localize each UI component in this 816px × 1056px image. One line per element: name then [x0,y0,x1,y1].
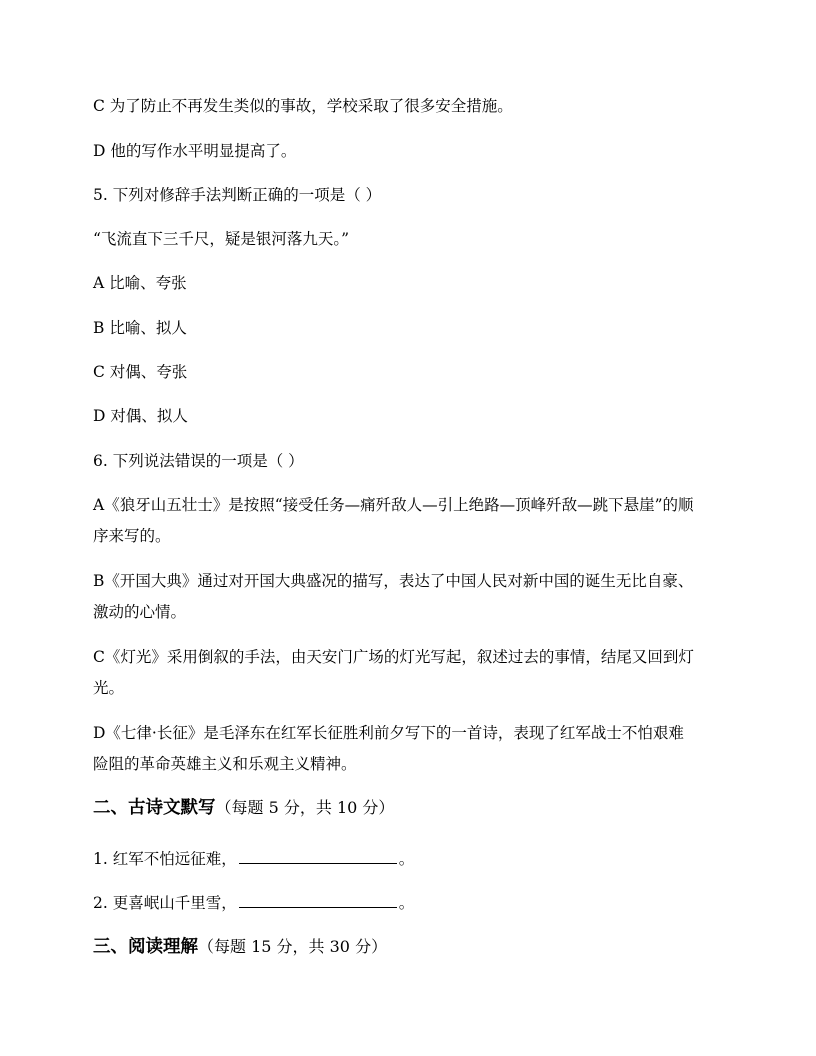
section2-title: 二、古诗文默写 [93,798,216,818]
q5-option-b: B 比喻、拟人 [93,319,187,337]
q6-option-c-line2: 光。 [93,679,125,697]
answer-blank-1[interactable] [239,847,397,864]
q5-option-c: C 对偶、夸张 [93,363,188,381]
q6-option-b-line1: B《开国大典》通过对开国大典盛况的描写，表达了中国人民对新中国的诞生无比自豪、 [93,572,694,590]
section2-item2 [93,891,414,913]
q5-option-d: D 对偶、拟人 [93,407,188,425]
section2-item1-suffix: 。 [398,850,415,868]
q5-quote: “飞流直下三千尺，疑是银河落九天。” [93,230,350,248]
section3-note: （每题 15 分，共 30 分） [198,937,388,956]
q6-option-d-line2: 险阻的革命英雄主义和乐观主义精神。 [93,755,357,773]
q4-option-c: C 为了防止不再发生类似的事故，学校采取了很多安全措施。 [93,97,513,115]
q6-option-b-line2: 激动的心情。 [93,603,187,621]
q6-option-a-line1: A《狼牙山五壮士》是按照“接受任务—痛歼敌人—引上绝路—顶峰歼敌—跳下悬崖”的顺 [93,496,694,514]
q6-option-d-line1: D《七律·长征》是毛泽东在红军长征胜利前夕写下的一首诗，表现了红军战士不怕艰难 [93,724,684,742]
section2-heading [93,798,394,818]
section3-title: 三、阅读理解 [93,937,198,957]
section2-item2-suffix: 。 [398,894,415,912]
section2-item2-prefix: 2. 更喜岷山千里雪， [93,894,237,912]
q5-option-a: A 比喻、夸张 [93,274,187,292]
section3-heading [93,937,387,957]
q4-option-d: D 他的写作水平明显提高了。 [93,142,297,160]
q5-stem: 5. 下列对修辞手法判断正确的一项是（ ） [93,186,382,204]
q6-stem: 6. 下列说法错误的一项是（ ） [93,452,304,470]
section2-item1 [93,847,414,869]
q6-option-c-line1: C《灯光》采用倒叙的手法，由天安门广场的灯光写起，叙述过去的事情，结尾又回到灯 [93,648,694,666]
q6-option-a-line2: 序来写的。 [93,527,171,545]
section2-note: （每题 5 分，共 10 分） [215,798,395,817]
answer-blank-2[interactable] [239,891,397,908]
section2-item1-prefix: 1. 红军不怕远征难， [93,850,237,868]
